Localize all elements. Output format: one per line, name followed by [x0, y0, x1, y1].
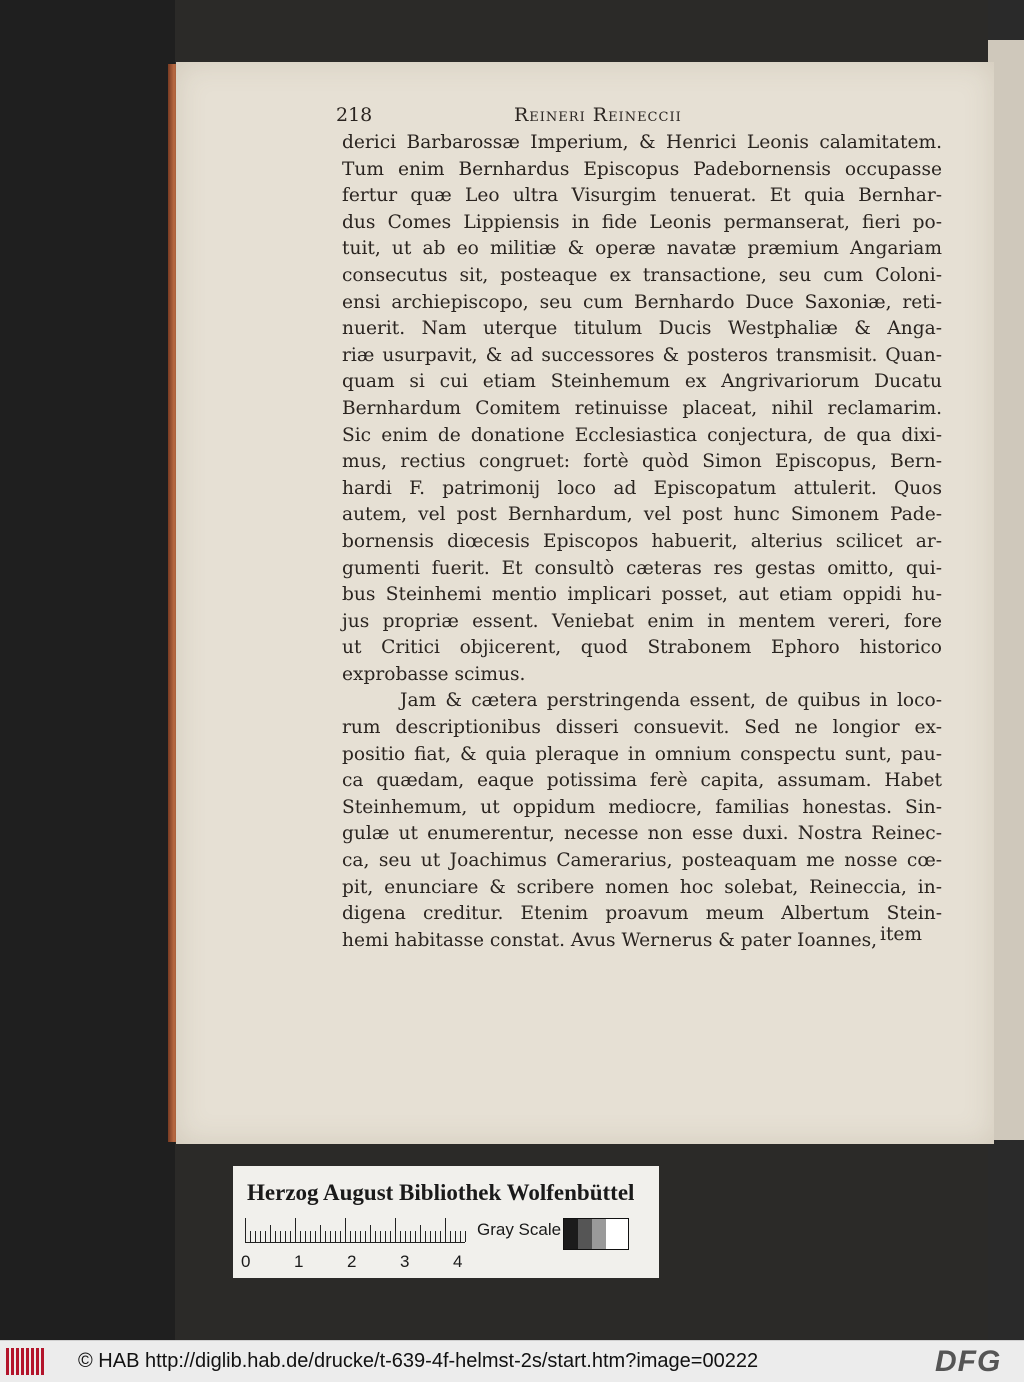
catchword: item [880, 924, 923, 945]
text-line: Jam & cætera perstringenda essent, de quibus in loco- [400, 690, 942, 712]
ruler-tick [435, 1231, 436, 1242]
text-line: mus, rectius congruet: fortè quòd Simon Episcopus, Bern- [342, 451, 942, 473]
ruler-number: 2 [347, 1252, 357, 1271]
ruler-tick [295, 1218, 296, 1242]
ruler-tick [430, 1231, 431, 1242]
viewer-footer [0, 1340, 1024, 1382]
ruler-number: 4 [453, 1252, 463, 1271]
ruler-number: 3 [400, 1252, 410, 1271]
gray-scale-label: Gray Scale [477, 1220, 562, 1239]
text-line: Steinhemum, ut oppidum mediocre, familias honestas. Sin- [342, 796, 942, 818]
ruler-tick [250, 1231, 251, 1242]
ruler-tick [375, 1231, 376, 1242]
text-line: gulæ ut enumerentur, necesse non esse duxi. Nostra Reinec- [342, 823, 942, 845]
ruler-tick [300, 1231, 301, 1242]
text-line: ensi archiepiscopo, seu cum Bernhardo Duce Saxoniæ, reti- [342, 291, 942, 313]
text-line: derici Barbarossæ Imperium, & Henrici Leonis calamitatem. [342, 132, 942, 153]
ruler-tick [355, 1231, 356, 1242]
text-line: exprobasse scimus. [342, 663, 526, 685]
ruler-tick [325, 1231, 326, 1242]
gray-scale-strip [563, 1218, 629, 1250]
ruler-tick [245, 1218, 246, 1242]
ruler-number: 0 [241, 1252, 251, 1271]
measurement-ruler [245, 1218, 465, 1243]
ruler-tick [360, 1231, 361, 1242]
ruler-tick [405, 1231, 406, 1242]
text-line: jus propriæ essent. Veniebat enim in mentem vereri, fore [342, 610, 942, 632]
text-line: ca quædam, eaque potissima ferè capita, assumam. Habet [342, 770, 942, 792]
ruler-tick [345, 1218, 346, 1242]
ruler-tick [335, 1231, 336, 1242]
ruler-tick [425, 1231, 426, 1242]
ruler-tick [255, 1231, 256, 1242]
text-line: ca, seu ut Joachimus Camerarius, posteaquam me nosse cœ- [342, 850, 942, 872]
ruler-tick [265, 1231, 266, 1242]
ruler-tick [320, 1225, 321, 1242]
ruler-tick [280, 1231, 281, 1242]
text-line: hardi F. patrimonij loco ad Episcopatum attulerit. Quos [342, 477, 942, 499]
ruler-tick [350, 1231, 351, 1242]
ruler-tick [310, 1231, 311, 1242]
ruler-tick [315, 1231, 316, 1242]
gray-swatch [564, 1219, 578, 1249]
ruler-tick [415, 1231, 416, 1242]
ruler-tick [285, 1231, 286, 1242]
text-line: gumenti fuerit. Et consultò cæteras res gestas omitto, qui- [342, 557, 942, 579]
text-line: fertur quæ Leo ultra Visurgim tenuerat. Et quia Bernhar- [342, 185, 942, 207]
color-calibration-card [233, 1166, 659, 1278]
page-number: 218 [336, 104, 373, 126]
text-line: nuerit. Nam uterque titulum Ducis Westphaliæ & Anga- [342, 318, 942, 340]
text-line: Tum enim Bernhardus Episcopus Padebornensis occupasse [342, 158, 942, 180]
ruler-tick [465, 1231, 466, 1242]
ruler-tick [440, 1231, 441, 1242]
text-line: hemi habitasse constat. Avus Wernerus & pater Ioannes, [342, 929, 878, 951]
dfg-logo: DFG [935, 1345, 1002, 1378]
ruler-tick [340, 1231, 341, 1242]
ruler-tick [260, 1231, 261, 1242]
ruler-tick [275, 1231, 276, 1242]
copyright-url[interactable]: © HAB http://diglib.hab.de/drucke/t-639-4f-helmst-2s/start.htm?image=00222 [78, 1350, 759, 1372]
text-line: autem, vel post Bernhardum, vel post hunc Simonem Pade- [342, 504, 942, 526]
text-line: bornensis diœcesis Episcopos habuerit, alterius scilicet ar- [342, 530, 942, 552]
ruler-tick [445, 1218, 446, 1242]
text-line: Sic enim de donatione Ecclesiastica conjectura, de qua dixi- [342, 424, 942, 446]
ruler-tick [410, 1231, 411, 1242]
ruler-tick [455, 1231, 456, 1242]
ruler-tick [400, 1231, 401, 1242]
text-line: Bernhardum Comitem retinuisse placeat, nihil reclamarim. [342, 397, 942, 419]
text-line: pit, enunciare & scribere nomen hoc solebat, Reineccia, in- [342, 876, 942, 898]
gray-swatch [606, 1219, 628, 1249]
ruler-tick [380, 1231, 381, 1242]
ruler-number: 1 [294, 1252, 304, 1271]
ruler-tick [385, 1231, 386, 1242]
gray-swatch [592, 1219, 606, 1249]
ruler-tick [290, 1231, 291, 1242]
library-name: Herzog August Bibliothek Wolfenbüttel [247, 1180, 635, 1205]
text-line: ut Critici objicerent, quod Strabonem Ephoro historico [342, 637, 942, 659]
ruler-tick [330, 1231, 331, 1242]
scan-background-left [0, 0, 175, 1340]
text-line: quam si cui etiam Steinhemum ex Angrivariorum Ducatu [342, 371, 942, 393]
ruler-tick [420, 1225, 421, 1242]
gray-swatch [578, 1219, 592, 1249]
text-line: tuit, ut ab eo militiæ & operæ navatæ præmium Angariam [342, 238, 942, 260]
text-line: bus Steinhemi mentio implicari posset, aut etiam oppidi hu- [342, 584, 942, 606]
ruler-tick [390, 1231, 391, 1242]
ruler-tick [395, 1218, 396, 1242]
running-head: Reineri Reineccii [514, 104, 682, 126]
text-line: riæ usurpavit, & ad successores & posteros transmisit. Quan- [342, 344, 942, 366]
ruler-tick [460, 1231, 461, 1242]
text-line: positio fiat, & quia pleraque in omnium conspectu sunt, pau- [342, 743, 942, 765]
ruler-tick [365, 1231, 366, 1242]
ruler-tick [450, 1231, 451, 1242]
hab-logo-icon [6, 1348, 44, 1375]
ruler-tick [305, 1231, 306, 1242]
text-line: digena creditur. Etenim proavum meum Albertum Stein- [342, 903, 942, 925]
ruler-tick [270, 1225, 271, 1242]
ruler-tick [370, 1225, 371, 1242]
text-line: dus Comes Lippiensis in fide Leonis permanserat, fieri po- [342, 211, 942, 233]
text-line: rum descriptionibus disseri consuevit. Sed ne longior ex- [342, 717, 942, 739]
page-header [336, 104, 946, 130]
page-body-text [342, 130, 942, 954]
text-line: consecutus sit, posteaque ex transactione, seu cum Coloni- [342, 264, 942, 286]
